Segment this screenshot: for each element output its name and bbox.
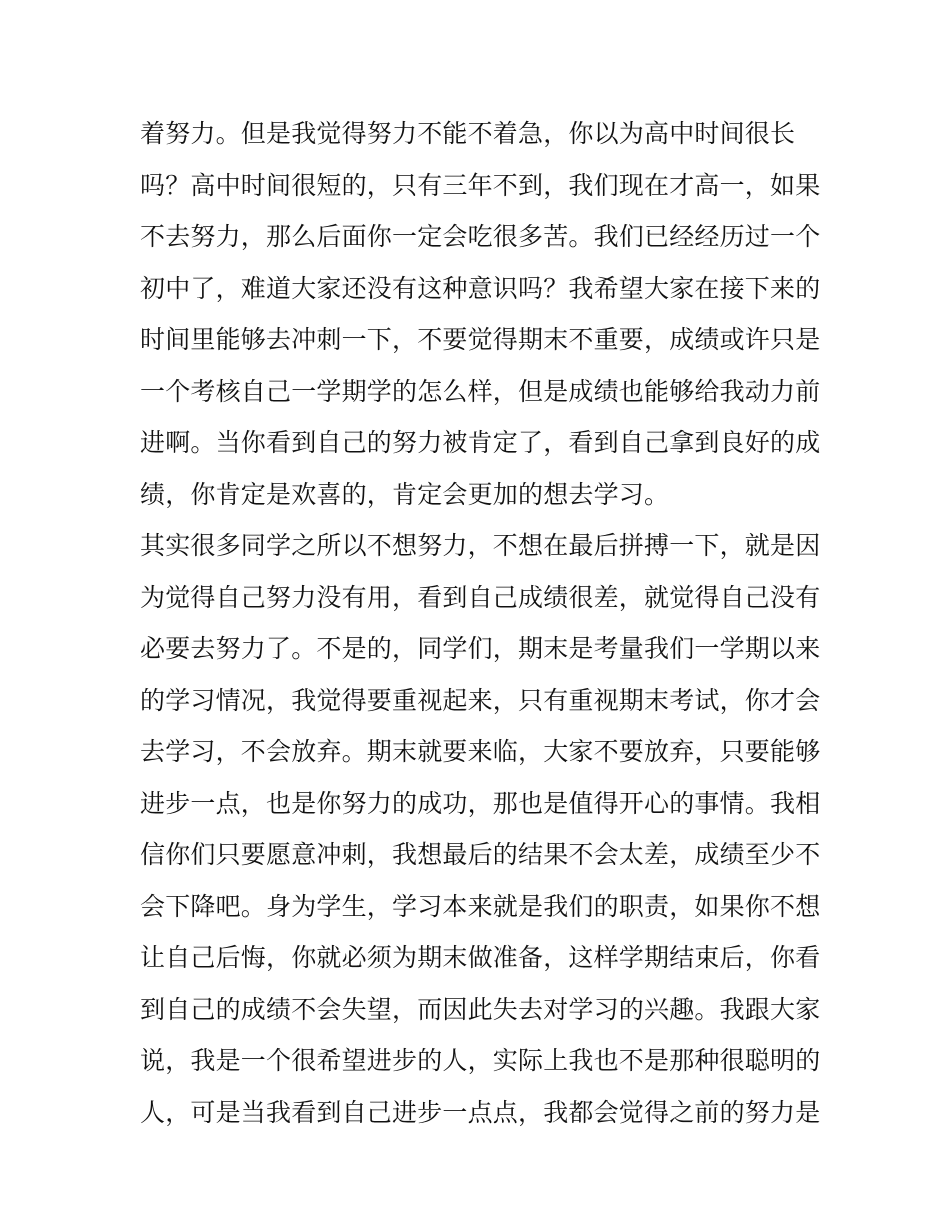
text-line: 一个考核自己一学期学的怎么样，但是成绩也能够给我动力前 [140,376,820,406]
text-line: 说，我是一个很希望进步的人，实际上我也不是那种很聪明的 [140,1046,820,1075]
body-text [140,108,820,1138]
text-line: 其实很多同学之所以不想努力，不想在最后拼搏一下，就是因 [140,531,820,560]
text-line: 让自己后悔，你就必须为期末做准备，这样学期结束后，你看 [140,943,820,972]
text-line: 去学习，不会放弃。期末就要来临，大家不要放弃，只要能够 [140,737,820,766]
text-line: 着努力。但是我觉得努力不能不着急，你以为高中时间很长 [140,119,796,148]
paragraph-2 [140,520,820,1138]
paragraph-1 [140,108,820,520]
text-line: 必要去努力了。不是的，同学们，期末是考量我们一学期以来 [140,634,820,663]
text-line: 到自己的成绩不会失望，而因此失去对学习的兴趣。我跟大家 [140,994,820,1024]
text-line: 信你们只要愿意冲刺，我想最后的结果不会太差，成绩至少不 [140,840,820,869]
text-line: 进啊。当你看到自己的努力被肯定了，看到自己拿到良好的成 [140,428,820,457]
text-line: 绩，你肯定是欢喜的，肯定会更加的想去学习。 [140,479,670,509]
text-line: 为觉得自己努力没有用，看到自己成绩很差，就觉得自己没有 [140,582,820,612]
text-line: 会下降吧。身为学生，学习本来就是我们的职责，如果你不想 [140,891,820,921]
text-line: 吗？高中时间很短的，只有三年不到，我们现在才高一，如果 [140,170,820,200]
text-line: 时间里能够去冲刺一下，不要觉得期末不重要，成绩或许只是 [140,325,820,354]
text-line: 不去努力，那么后面你一定会吃很多苦。我们已经经历过一个 [140,222,820,251]
text-line: 的学习情况，我觉得要重视起来，只有重视期末考试，你才会 [140,685,820,715]
text-line: 进步一点，也是你努力的成功，那也是值得开心的事情。我相 [140,788,820,818]
text-line: 人，可是当我看到自己进步一点点，我都会觉得之前的努力是 [140,1097,820,1127]
text-line: 初中了，难道大家还没有这种意识吗？我希望大家在接下来的 [140,273,820,303]
